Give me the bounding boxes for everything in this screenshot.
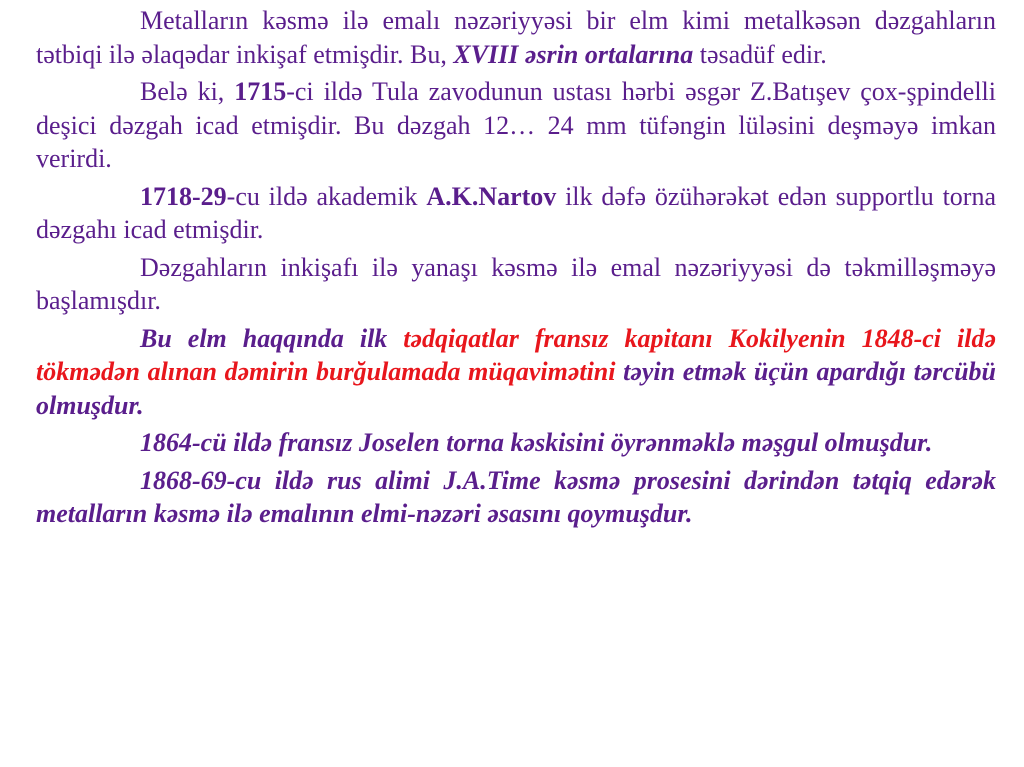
paragraph-3-year: 1718-29 [140,181,227,211]
paragraph-3-name: A.K.Nartov [426,181,557,211]
paragraph-2-text: -ci ildə Tula zavodunun ustası hərbi əsgər Z.Batışev çox-şpindelli deşici dəzgah icad etmişdir. Bu dəzgah 12… 24 mm tüfəngin lüləsini deşməyə imkan verirdi. [36,77,997,173]
paragraph-5 [36,322,996,423]
paragraph-1-text: Metalların kəsmə ilə emalı nəzəriyyəsi bir elm kimi metalkəsən dəzgahların tətbiqi ilə əlaqədar inkişaf etmişdir. Bu, [36,6,996,69]
paragraph-5-tail: təyin etmək üçün apardığı tərcübü olmuşdur. [36,357,996,420]
paragraph-2-year: 1715 [234,77,287,106]
paragraph-1 [36,4,996,71]
paragraph-5-lead: Bu elm haqqında ilk [140,323,404,353]
paragraph-7-text: 1868-69-cu ildə rus alimi J.A.Time kəsmə prosesini dərindən tətqiq edərək metalların kəsmə ilə emalının elmi-nəzəri əsasını qoymuşdur. [36,465,996,528]
paragraph-6 [36,426,996,460]
paragraph-1-tail: təsadüf edir. [693,39,827,69]
paragraph-2-lead: Belə ki, [140,77,235,106]
paragraph-5-highlight: tədqiqatlar fransız kapitanı Kokilyenin 1848-ci ildə tökmədən alınan dəmirin burğulamada müqavimətini [36,323,996,386]
paragraph-3 [36,180,996,247]
paragraph-1-emphasis: XVIII əsrin ortalarına [453,39,694,69]
paragraph-3-text: -cu ildə akademik [226,181,427,211]
paragraph-7 [36,464,996,531]
paragraph-4-text: Dəzgahların inkişafı ilə yanaşı kəsmə ilə emal nəzəriyyəsi də təkmilləşməyə başlamışdır. [36,252,996,315]
paragraph-4 [36,251,996,318]
paragraph-3-tail: ilk dəfə özühərəkət edən supportlu torna dəzgahı icad etmişdir. [36,181,997,244]
paragraph-6-text: 1864-cü ildə fransız Joselen torna kəskisini öyrənməklə məşgul olmuşdur. [140,428,933,457]
paragraph-2 [36,75,996,176]
